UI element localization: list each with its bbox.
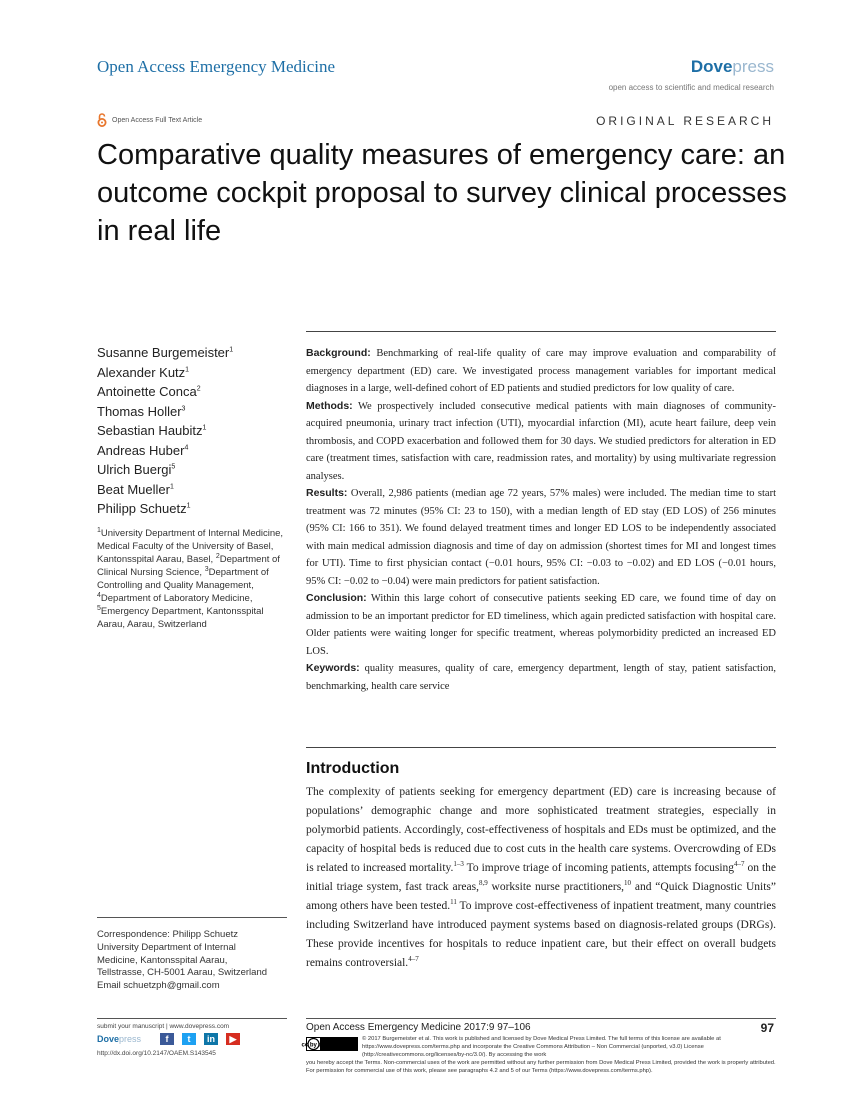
open-access-label: Open Access Full Text Article — [112, 116, 203, 124]
correspondence-email[interactable]: Email schuetzph@gmail.com — [97, 980, 220, 992]
introduction-divider — [306, 747, 776, 748]
article-type: ORIGINAL RESEARCH — [596, 114, 774, 128]
doi-link[interactable]: http://dx.doi.org/10.2147/OAEM.S143545 — [97, 1050, 216, 1057]
abstract-background: Background: Benchmarking of real-life quality of care may improve evaluation and comparability of emergency department (ED) care. We investigated process management variables for important medical diagnoses in a large, well-defined cohort of ED patients and studied predictors for low quality of care. — [306, 347, 776, 394]
affiliations: $^1$University Department of Internal Medicine, Medical Faculty of the University of Basel, Kantonsspital Aarau, Basel, $^2$Department of Clinical Nursing Science, $^3$Department of Controlling and Quality Management, $^4$Department of Laboratory Medicine, $^5$Emergency Department, Kantonsspital Aarau, Aarau, Switzerland — [97, 526, 284, 630]
cc-badge-label: cc by nc — [301, 1042, 326, 1049]
youtube-icon[interactable]: ▶ — [226, 1033, 240, 1045]
twitter-icon[interactable]: t — [182, 1033, 196, 1045]
journal-name: Open Access Emergency Medicine — [97, 57, 336, 76]
author: Sebastian Haubitz$^1$ — [97, 423, 207, 438]
license-text: © 2017 Burgemeister et al. This work is published and licensed by Dove Medical Press Limited. The full terms of this license are available at https://www.dovepress.com/terms.php and incorporate the Creative Commons Attribution – Non Commercial (unported, v3.0) License (http://creativecommons.org/licenses/by-nc/3.0/). By accessing the work — [362, 1036, 721, 1059]
creative-commons-badge-icon[interactable] — [301, 1037, 358, 1051]
article-title: Comparative quality measures of emergency care: an outcome cockpit proposal to survey clinical processes in real life — [97, 139, 787, 247]
abstract-divider — [306, 331, 776, 332]
submit-manuscript-link[interactable]: submit your manuscript | www.dovepress.com — [97, 1023, 230, 1030]
abstract-results: Results: Overall, 2,986 patients (median age 72 years, 57% males) were included. The median time to start treatment was 72 minutes (95% CI: 23 to 150), with a median length of ED stay (ED LOS) of 256 minutes (95% CI: 166 to 351). We found delayed treatment times and longer ED LOS to be independently associated with main medical admission diagnosis and time of day on admission (shortest times for MI and longest times for UTI). Time to first physician contact (−0.01 hours, 95% CI: −0.03 to −0.02) and ED LOS (−0.01 hours, 95% CI: −0.02 to −0.04) were main predictors for patient satisfaction. — [306, 487, 777, 587]
publisher-logo-light: press — [732, 57, 774, 76]
author: Philipp Schuetz$^1$ — [97, 501, 191, 516]
author: Susanne Burgemeister$^1$ — [97, 345, 234, 360]
license-text-continued: you hereby accept the Terms. Non-commercial uses of the work are permitted without any further permission from Dove Medical Press Limited, provided the work is properly attributed. For permission for commercial use of this work, please see paragraphs 4.2 and 5 of our Terms (https://www.dovepress.com/terms.php). — [306, 1060, 776, 1075]
correspondence-line: Tellstrasse, CH-5001 Aarau, Switzerland — [97, 967, 268, 979]
correspondence-divider — [97, 917, 287, 918]
correspondence-line: Correspondence: Philipp Schuetz — [97, 929, 239, 940]
author: Alexander Kutz$^1$ — [97, 364, 190, 380]
facebook-icon[interactable]: f — [160, 1033, 174, 1045]
correspondence-line: Medicine, Kantonsspital Aarau, — [97, 954, 228, 966]
author-list — [97, 343, 287, 519]
correspondence-line: University Department of Internal — [97, 941, 236, 953]
abstract-methods: Methods: We prospectively included consecutive medical patients with main diagnoses of community-acquired pneumonia, urinary tract infection (UTI), myocardial infarction (MI), acute heart failure, deep vein thrombosis, and COPD exacerbation and followed them for 30 days. We studied predictors for alteration in ED care (treatment times, satisfaction with care, readmission rates, and mortality) by using multivariate regression analyses. — [306, 399, 776, 482]
author: Thomas Holler$^3$ — [97, 403, 186, 419]
page-number: 97 — [760, 1021, 774, 1035]
publisher-logo — [691, 57, 774, 77]
correspondence-block — [97, 929, 297, 993]
introduction-paragraph: The complexity of patients seeking for emergency department (ED) care is increasing because of populations’ demographic change and more sophisticated treatment strategies, especially in polymorbid patients. Accordingly, cost-effectiveness of hospitals and EDs must be optimized, and the capacity of hospital beds is reduced due to cost cuts in the health care systems. Overcrowding of EDs is related to increased mortality.$^{1-3}$ To improve triage of incoming patients, attempts focusing$^{4-7}$ on the initial triage system, fast track areas,$^{8,9}$ worksite nurse practitioners,$^{10}$ and “Quick Diagnostic Units” among others have been tested.$^{11}$ To improve cost-effectiveness of inpatient treatment, many countries including Switzerland have introduced payment systems based on diagnosis-related groups (DRGs). These provide incentives for hospitals to reduce inpatient care, but their effect on overall budgets remains controversial.$^{4-7}$ — [306, 786, 777, 969]
publisher-tagline: open access to scientific and medical research — [608, 83, 774, 92]
linkedin-icon[interactable]: in — [204, 1033, 218, 1045]
open-access-badge — [97, 113, 202, 127]
publisher-logo-bold: Dove — [690, 57, 733, 76]
author: Andreas Huber$^4$ — [97, 442, 189, 458]
footer-left-divider — [97, 1018, 287, 1019]
footer-publisher-logo: Dovepress — [97, 1034, 142, 1044]
author: Ulrich Buergi$^5$ — [97, 462, 176, 477]
abstract-keywords: Keywords: quality measures, quality of care, emergency department, length of stay, patient satisfaction, benchmarking, health care service — [306, 662, 776, 692]
introduction-body — [306, 783, 776, 973]
author: Antoinette Conca$^2$ — [97, 384, 201, 399]
open-access-lock-icon — [97, 113, 107, 127]
footer-right-divider — [306, 1018, 776, 1019]
abstract — [306, 345, 776, 695]
citation: Open Access Emergency Medicine 2017:9 97–106 — [306, 1022, 531, 1033]
author: Beat Mueller$^1$ — [97, 481, 174, 497]
introduction-heading: Introduction — [306, 760, 400, 777]
social-links — [160, 1033, 240, 1045]
abstract-conclusion: Conclusion: Within this large cohort of consecutive patients seeking ED care, we found time of day on admission to be an important predictor for ED timeliness, which again predicted satisfaction with hospital care. Older patients were waiting longer for specific treatment, whereas polymorbidity predicted an increased ED LOS. — [306, 592, 776, 657]
